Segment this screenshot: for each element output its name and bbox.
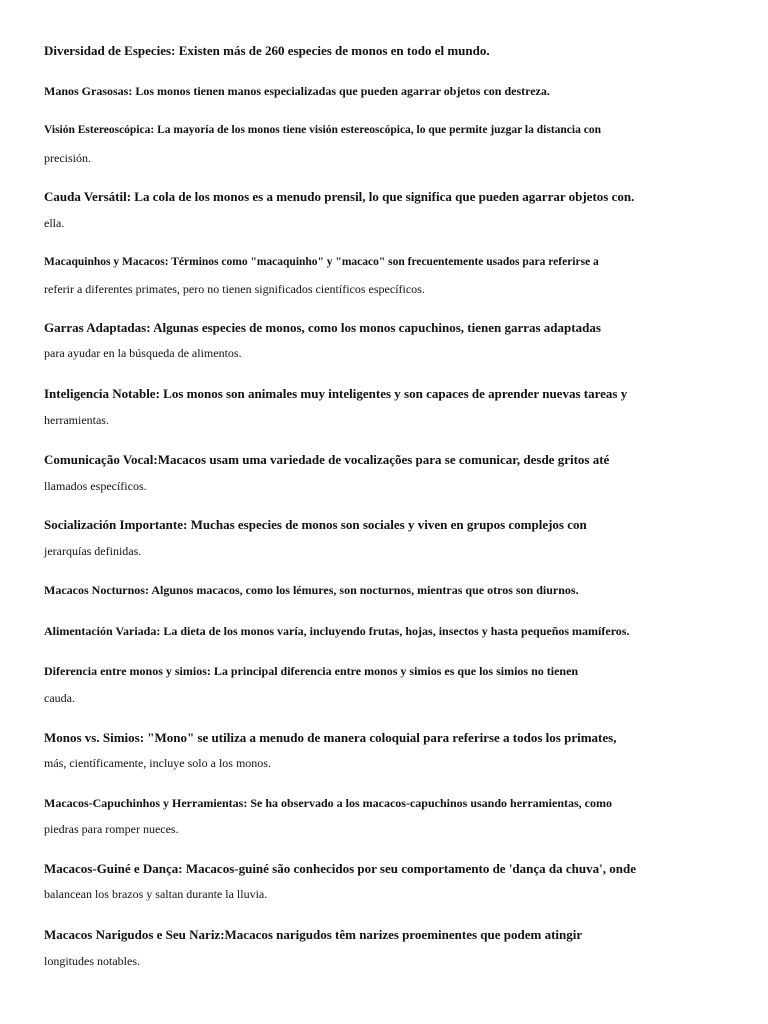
fact-continuation: balancean los brazos y saltan durante la lluvia. (44, 887, 268, 901)
fact-entry-14 (44, 795, 724, 836)
fact-heading: Macaquinhos y Macacos: Términos como "macaquinho" y "macaco" son frecuentemente usados para referirse a (44, 256, 599, 268)
fact-heading: Cauda Versátil: La cola de los monos es a menudo prensil, lo que significa que pueden agarrar objetos con. (44, 189, 635, 204)
document-page (44, 0, 724, 1024)
fact-continuation: piedras para romper nueces. (44, 822, 179, 836)
fact-heading: Macacos Narigudos e Seu Nariz:Macacos narigudos têm narizes proeminentes que podem atingir (44, 927, 583, 942)
fact-continuation: herramientas. (44, 413, 109, 427)
fact-entry-10 (44, 582, 724, 598)
fact-heading: Inteligencia Notable: Los monos son animales muy inteligentes y son capaces de aprender nuevas tareas y (44, 386, 628, 401)
fact-entry-7 (44, 386, 724, 427)
fact-heading: Macacos-Guiné e Dança: Macacos-guiné são conhecidos por seu comportamento de 'dança da chuva', onde (44, 861, 636, 876)
fact-continuation: referir a diferentes primates, pero no tienen significados científicos específicos. (44, 282, 425, 296)
fact-heading: Comunicação Vocal:Macacos usam uma variedade de vocalizações para se comunicar, desde gritos até (44, 452, 610, 467)
fact-heading: Macacos Nocturnos: Algunos macacos, como los lémures, son nocturnos, mientras que otros son diurnos. (44, 583, 579, 597)
fact-entry-6 (44, 320, 724, 360)
fact-entry-8 (44, 452, 724, 493)
fact-entry-12 (44, 663, 724, 705)
fact-continuation: longitudes notables. (44, 954, 140, 968)
fact-entry-2 (44, 83, 724, 99)
fact-heading: Visión Estereoscópica: La mayoría de los monos tiene visión estereoscópica, lo que permite juzgar la distancia con (44, 124, 601, 136)
fact-entry-1 (44, 43, 724, 59)
fact-continuation: llamados específicos. (44, 479, 147, 493)
fact-heading: Manos Grasosas: Los monos tienen manos especializadas que pueden agarrar objetos con destreza. (44, 84, 550, 98)
fact-entry-15 (44, 861, 724, 901)
fact-heading: Socialización Importante: Muchas especies de monos son sociales y viven en grupos complejos con (44, 517, 587, 532)
fact-heading: Diferencia entre monos y simios: La principal diferencia entre monos y simios es que los simios no tienen (44, 664, 579, 678)
fact-continuation: precisión. (44, 151, 91, 165)
fact-continuation: cauda. (44, 691, 75, 705)
fact-entry-16 (44, 927, 724, 968)
fact-heading: Garras Adaptadas: Algunas especies de monos, como los monos capuchinos, tienen garras adaptadas (44, 320, 601, 335)
fact-continuation: para ayudar en la búsqueda de alimentos. (44, 346, 242, 360)
fact-entry-5 (44, 254, 724, 296)
fact-entry-11 (44, 623, 724, 639)
fact-heading: Macacos-Capuchinhos y Herramientas: Se ha observado a los macacos-capuchinos usando herramientas, como (44, 796, 612, 810)
fact-heading: Alimentación Variada: La dieta de los monos varía, incluyendo frutas, hojas, insectos y hasta pequeños mamíferos. (44, 624, 630, 638)
fact-continuation: jerarquías definidas. (44, 544, 142, 558)
fact-heading: Diversidad de Especies: Existen más de 260 especies de monos en todo el mundo. (44, 43, 490, 58)
fact-entry-9 (44, 517, 724, 558)
fact-entry-13 (44, 730, 724, 770)
fact-entry-3 (44, 122, 724, 165)
fact-entry-4 (44, 189, 724, 230)
fact-continuation: ella. (44, 216, 65, 230)
fact-heading: Monos vs. Simios: "Mono" se utiliza a menudo de manera coloquial para referirse a todos los primates, (44, 730, 617, 745)
fact-continuation: más, científicamente, incluye solo a los monos. (44, 756, 271, 770)
